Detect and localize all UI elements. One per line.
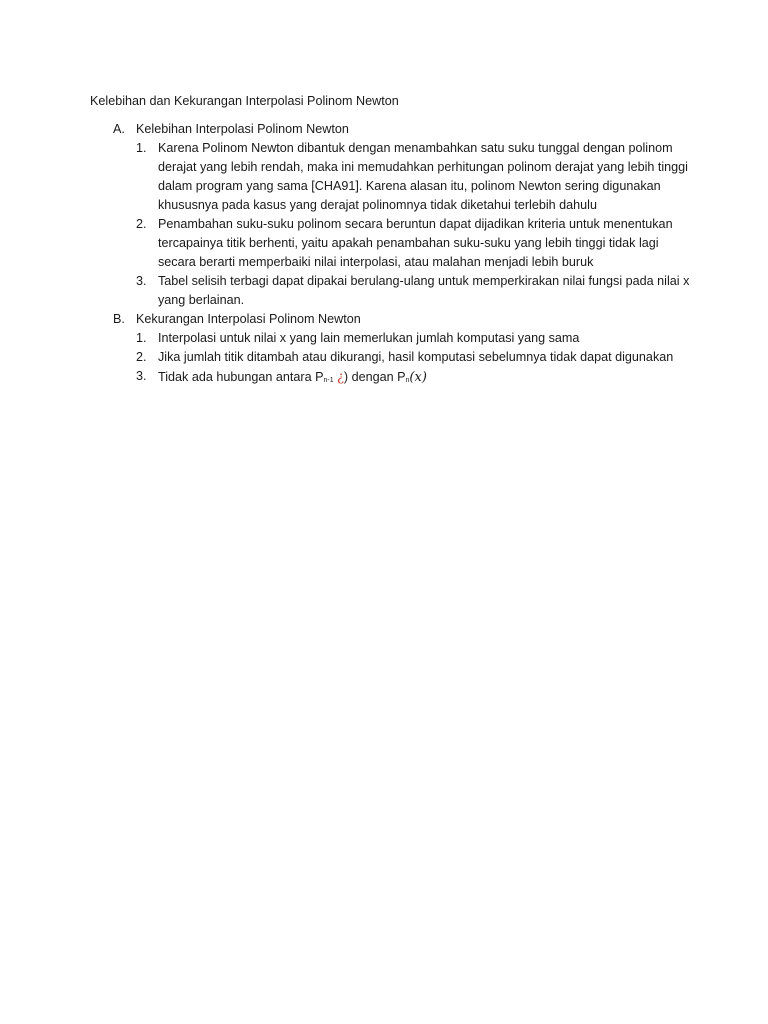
formula-text-before: Tidak ada hubungan antara P — [158, 370, 324, 384]
section-heading: Kelebihan Interpolasi Polinom Newton — [136, 122, 349, 136]
list-item-text: Interpolasi untuk nilai x yang lain memerlukan jumlah komputasi yang sama — [158, 331, 580, 345]
list-item — [136, 139, 690, 215]
kekurangan-list — [136, 329, 690, 390]
kelebihan-list — [136, 139, 690, 310]
list-item-text: Jika jumlah titik ditambah atau dikurangi, hasil komputasi sebelumnya tidak dapat digunakan — [158, 350, 674, 364]
list-marker: 2. — [136, 350, 147, 364]
formula-subscript-n-minus-1: n-1 — [323, 377, 334, 384]
list-item-text: Karena Polinom Newton dibantuk dengan menambahkan satu suku tunggal dengan polinom derajat yang lebih rendah, maka ini memudahkan perhitungan polinom derajat yang lebih tinggi dalam program yang sama [CHA91]. Karena alasan itu, polinom Newton sering digunakan khususnya pada kasus yang derajat polinomnya tidak diketahui terlebih dahulu — [158, 141, 688, 212]
formula-text-middle: dengan P — [348, 370, 406, 384]
section-heading: Kekurangan Interpolasi Polinom Newton — [136, 312, 361, 326]
formula-broken-glyph: ¿ — [337, 369, 344, 384]
section-kekurangan — [90, 310, 690, 390]
list-item-formula — [136, 367, 690, 390]
list-item-text: Penambahan suku-suku polinom secara beruntun dapat dijadikan kriteria untuk menentukan tercapainya titik berhenti, yaitu apakah penambahan suku-suku yang lebih tinggi tidak lagi secara berarti memperbaiki nilai interpolasi, atau malahan menjadi lebih buruk — [158, 217, 673, 269]
list-item — [136, 272, 690, 310]
list-item-text: Tabel selisih terbagi dapat dipakai berulang-ulang untuk memperkirakan nilai fungsi pada nilai x yang berlainan. — [158, 274, 690, 307]
list-marker: 1. — [136, 331, 147, 345]
list-item — [136, 329, 690, 348]
document-page — [90, 92, 690, 390]
list-marker: 3. — [136, 274, 147, 288]
section-marker: B. — [113, 312, 125, 326]
formula-subscript-n: n — [405, 377, 410, 384]
formula-close-paren: ) — [343, 370, 349, 384]
list-marker: 1. — [136, 141, 147, 155]
formula-argument: (x) — [409, 370, 427, 385]
section-marker: A. — [113, 122, 125, 136]
list-marker: 2. — [136, 217, 147, 231]
document-title: Kelebihan dan Kekurangan Interpolasi Polinom Newton — [90, 94, 399, 108]
formula-line — [158, 367, 690, 390]
list-marker: 3. — [136, 369, 147, 383]
section-kelebihan — [90, 120, 690, 310]
list-item — [136, 215, 690, 272]
list-item — [136, 348, 690, 367]
